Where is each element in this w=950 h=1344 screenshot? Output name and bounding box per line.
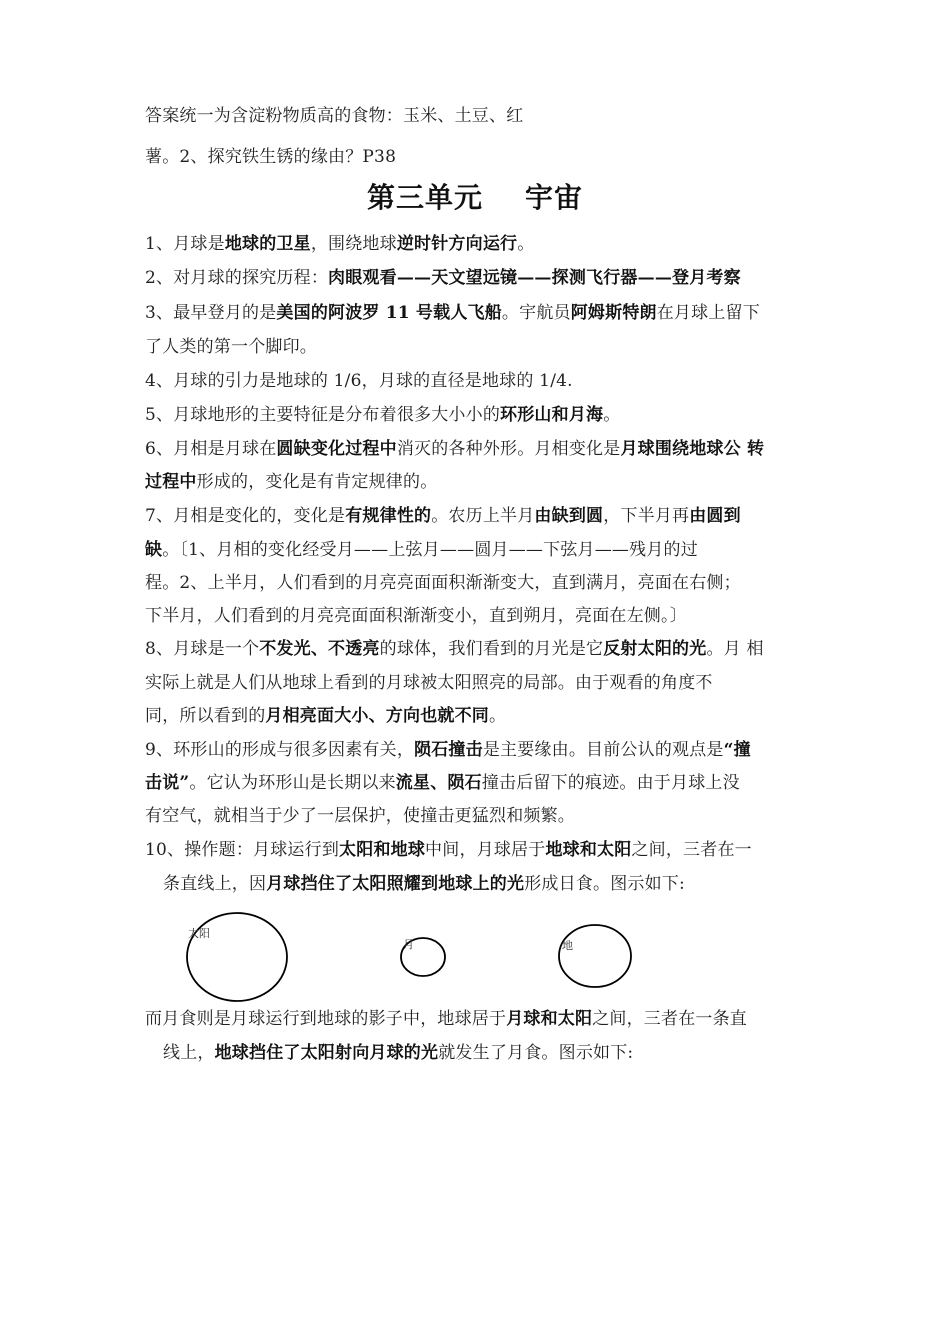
- item-9-cont-1: 击说”。它认为环形山是长期以来流星、陨石撞击后留下的痕迹。由于月球上没: [145, 773, 740, 793]
- item-7-cont-2: 程。2、上半月，人们看到的月亮亮面面积渐渐变大，直到满月，亮面在右侧；: [145, 573, 741, 593]
- item-1: 1、月球是地球的卫星，围绕地球逆时针方向运行。: [145, 234, 535, 254]
- solar-eclipse-diagram: [0, 900, 950, 1010]
- item-8-cont-2: 同，所以看到的月相亮面大小、方向也就不同。: [145, 706, 507, 726]
- item-10: 10、操作题：月球运行到太阳和地球中间，月球居于地球和太阳之间，三者在一: [145, 840, 752, 860]
- unit-title: 第三单元 宇宙: [366, 181, 584, 214]
- item-8: 8、月球是一个不发光、不透亮的球体，我们看到的月光是它反射太阳的光。月 相: [145, 639, 764, 659]
- item-7-cont-3: 下半月，人们看到的月亮亮面面积渐渐变小，直到朔月，亮面在左侧。〕: [145, 606, 687, 626]
- intro-line-1: 答案统一为含淀粉物质高的食物：玉米、土豆、红: [145, 106, 524, 126]
- item-3: 3、最早登月的是美国的阿波罗 11 号载人飞船。宇航员阿姆斯特朗在月球上留下: [145, 303, 760, 323]
- item-7-cont-1: 缺。〔1、月相的变化经受月——上弦月——圆月——下弦月——残月的过: [145, 540, 698, 560]
- item-2: 2、对月球的探究历程：肉眼观看——天文望远镜——探测飞行器——登月考察: [145, 268, 741, 288]
- item-8-cont-1: 实际上就是人们从地球上看到的月球被太阳照亮的局部。由于观看的角度不: [145, 673, 713, 693]
- earth-circle: [559, 925, 631, 987]
- lunar-eclipse-line: 而月食则是月球运行到地球的影子中，地球居于月球和太阳之间，三者在一条直: [145, 1009, 748, 1029]
- item-7: 7、月相是变化的，变化是有规律性的。农历上半月由缺到圆，下半月再由圆到: [145, 506, 741, 526]
- item-6: 6、月相是月球在圆缺变化过程中消灭的各种外形。月相变化是月球围绕地球公 转: [145, 439, 765, 459]
- item-6-cont: 过程中形成的，变化是有肯定规律的。: [145, 472, 438, 492]
- moon-label: 月: [403, 938, 414, 951]
- item-9-cont-2: 有空气，就相当于少了一层保护，使撞击更猛烈和频繁。: [145, 806, 575, 826]
- sun-label: 太阳: [188, 927, 210, 940]
- lunar-eclipse-line-cont: 线上，地球挡住了太阳射向月球的光就发生了月食。图示如下:: [163, 1043, 634, 1063]
- intro-line-2: 薯。2、探究铁生锈的缘由？P38: [145, 147, 397, 167]
- item-4: 4、月球的引力是地球的 1/6，月球的直径是地球的 1/4.: [145, 371, 573, 391]
- item-3-cont: 了人类的第一个脚印。: [145, 337, 317, 357]
- item-5: 5、月球地形的主要特征是分布着很多大小小的环形山和月海。: [145, 405, 621, 425]
- earth-label: 地: [562, 939, 573, 952]
- item-10-cont: 条直线上，因月球挡住了太阳照耀到地球上的光形成日食。图示如下:: [163, 874, 685, 894]
- item-9: 9、环形山的形成与很多因素有关，陨石撞击是主要缘由。目前公认的观点是“撞: [145, 740, 751, 760]
